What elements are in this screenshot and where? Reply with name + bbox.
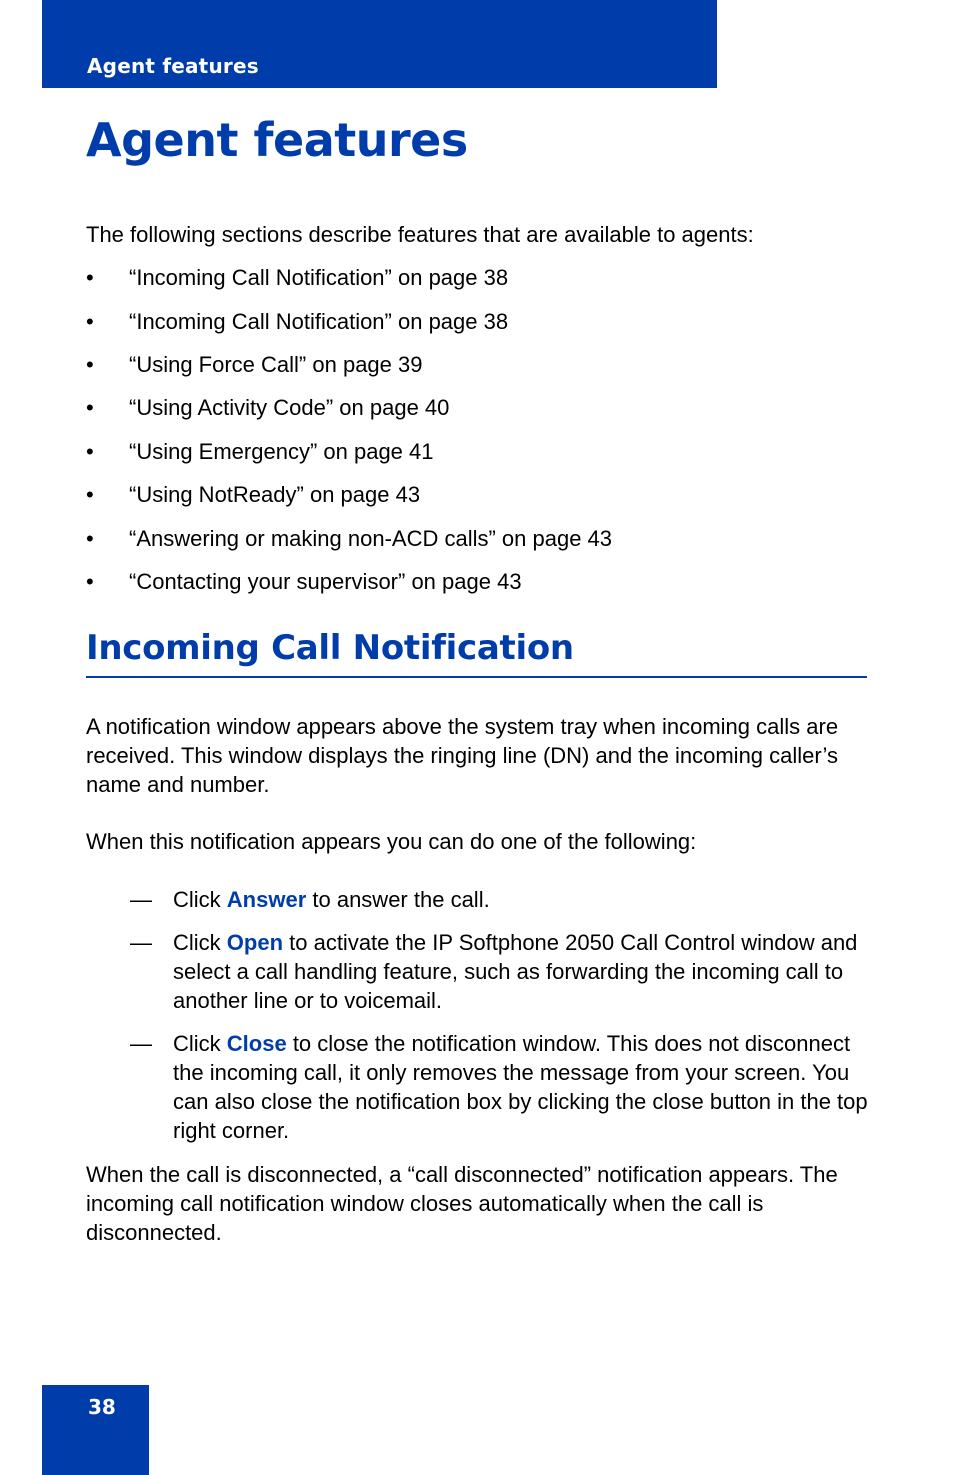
bullet-mark: • [86, 482, 94, 507]
option-prefix: Click [173, 930, 227, 955]
section-paragraph: A notification window appears above the system tray when incoming calls are received. This window displays the ringing line (DN) and the incoming caller’s name and number. [86, 714, 839, 797]
section-title: Incoming Call Notification [86, 628, 574, 668]
page-number-box [42, 1385, 149, 1475]
section-divider [86, 676, 867, 678]
option-text [173, 1029, 873, 1145]
option-rest: to answer the call. [306, 887, 490, 912]
bullet-mark: • [86, 309, 94, 334]
bullet-mark: • [86, 395, 94, 420]
option-prefix: Click [173, 887, 227, 912]
option-rest: to close the notification window. This does not disconnect the incoming call, it only removes the message from your screen. You can also close the notification box by clicking the close button in the top right corner. [173, 1031, 868, 1143]
dash-mark: — [130, 887, 152, 912]
dash-mark: — [130, 1031, 152, 1056]
bullet-mark: • [86, 569, 94, 594]
answer-button-label: Answer [226, 887, 307, 912]
open-button-label: Open [226, 930, 284, 955]
section-paragraph: When the call is disconnected, a “call disconnected” notification appears. The incoming call notification window closes automatically when the call is disconnected. [86, 1162, 838, 1245]
list-item-link[interactable]: “Using NotReady” on page 43 [129, 482, 421, 507]
page-number: 38 [88, 1395, 116, 1419]
close-button-label: Close [226, 1031, 287, 1056]
list-item-link[interactable]: “Incoming Call Notification” on page 38 [129, 309, 509, 334]
page-title: Agent features [86, 113, 468, 167]
list-item-link[interactable]: “Contacting your supervisor” on page 43 [129, 569, 522, 594]
header-bar [42, 0, 717, 88]
option-rest: to activate the IP Softphone 2050 Call Control window and select a call handling feature, such as forwarding the incoming call to another line or to voicemail. [173, 930, 858, 1013]
bullet-mark: • [86, 352, 94, 377]
section-paragraph: When this notification appears you can do one of the following: [86, 829, 697, 854]
header-label: Agent features [87, 54, 259, 78]
bullet-mark: • [86, 526, 94, 551]
list-item-link[interactable]: “Using Activity Code” on page 40 [129, 395, 450, 420]
dash-mark: — [130, 930, 152, 955]
intro-text: The following sections describe features that are available to agents: [86, 222, 754, 247]
option-prefix: Click [173, 1031, 227, 1056]
list-item-link[interactable]: “Using Emergency” on page 41 [129, 439, 434, 464]
list-item-link[interactable]: “Incoming Call Notification” on page 38 [129, 265, 509, 290]
list-item-link[interactable]: “Using Force Call” on page 39 [129, 352, 423, 377]
bullet-mark: • [86, 265, 94, 290]
bullet-mark: • [86, 439, 94, 464]
list-item-link[interactable]: “Answering or making non-ACD calls” on page 43 [129, 526, 613, 551]
option-text [173, 885, 873, 914]
option-text [173, 928, 873, 1015]
